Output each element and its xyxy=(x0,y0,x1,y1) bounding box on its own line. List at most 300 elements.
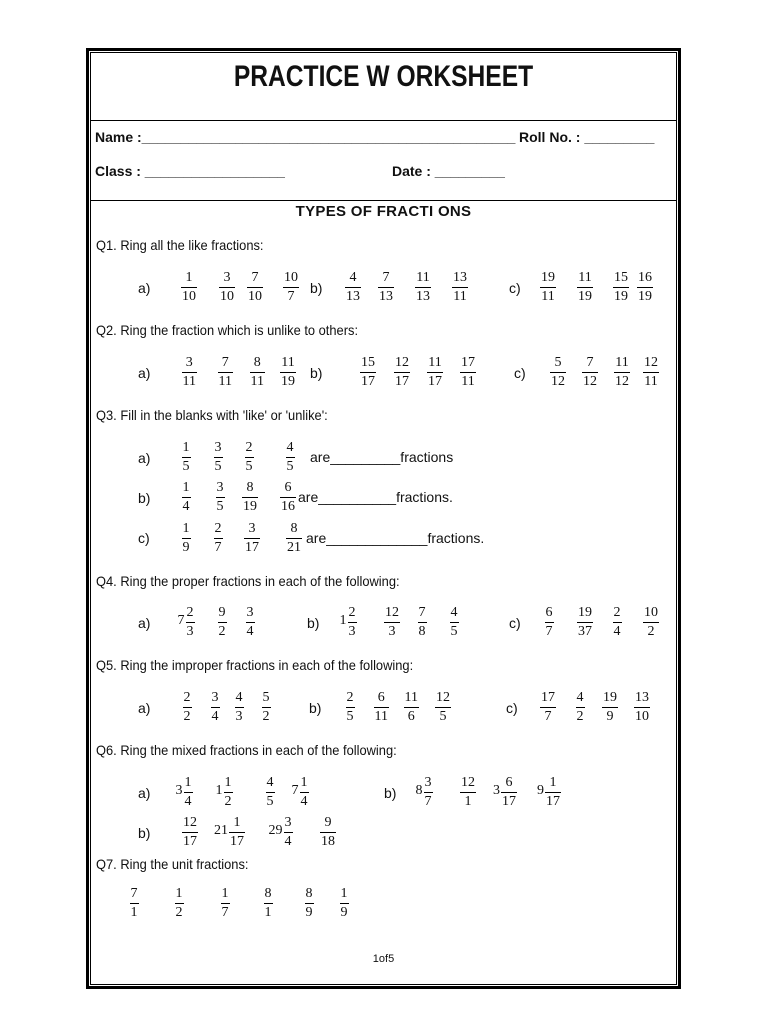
fraction[interactable] xyxy=(305,886,314,920)
fraction[interactable] xyxy=(286,440,295,474)
fraction-numerator: 3 xyxy=(216,480,224,495)
fraction-bar xyxy=(280,372,296,373)
fraction[interactable] xyxy=(214,521,223,555)
fraction-numerator: 4 xyxy=(266,775,274,790)
fraction-numerator: 2 xyxy=(214,521,222,536)
fraction-numerator: 11 xyxy=(404,690,418,705)
fraction-denominator: 17 xyxy=(183,834,197,849)
fraction-denominator: 11 xyxy=(182,374,196,389)
fraction[interactable] xyxy=(300,775,309,809)
fraction-bar xyxy=(211,707,220,708)
fraction-numerator: 7 xyxy=(382,270,390,285)
fraction-numerator: 2 xyxy=(346,690,354,705)
fraction[interactable] xyxy=(182,440,191,474)
question-2: Q2. Ring the fraction which is unlike to others: xyxy=(96,322,359,338)
fraction-bar xyxy=(450,622,459,623)
fraction[interactable] xyxy=(545,775,561,809)
fraction[interactable] xyxy=(211,690,220,724)
fraction-bar xyxy=(286,457,295,458)
fraction-bar xyxy=(577,622,593,623)
fraction-bar xyxy=(182,457,191,458)
mixed-whole-number: 21 xyxy=(214,823,228,838)
fraction[interactable] xyxy=(182,480,191,514)
fraction[interactable] xyxy=(284,815,293,849)
fraction-bar xyxy=(182,832,198,833)
fraction[interactable] xyxy=(175,886,184,920)
fraction[interactable] xyxy=(540,270,556,304)
fraction[interactable] xyxy=(244,521,260,555)
fraction-denominator: 17 xyxy=(230,834,244,849)
fraction-denominator: 7 xyxy=(287,289,295,304)
fraction-bar xyxy=(300,792,309,793)
fraction[interactable] xyxy=(345,270,361,304)
fraction-bar xyxy=(348,622,357,623)
fraction-denominator: 1 xyxy=(130,905,138,920)
fraction-numerator: 17 xyxy=(461,355,475,370)
fraction[interactable] xyxy=(404,690,419,724)
fraction-bar xyxy=(634,707,650,708)
fraction-numerator: 7 xyxy=(418,605,426,620)
fraction[interactable] xyxy=(245,440,254,474)
option-label: a) xyxy=(138,280,151,296)
fraction-denominator: 4 xyxy=(246,624,254,639)
fraction-denominator: 5 xyxy=(450,624,458,639)
fraction-bar xyxy=(235,707,244,708)
fraction-bar xyxy=(643,622,659,623)
fraction-numerator: 4 xyxy=(286,440,294,455)
fraction[interactable] xyxy=(264,886,273,920)
mixed-whole-number: 7 xyxy=(177,613,185,628)
fraction-bar xyxy=(221,903,230,904)
fraction-bar xyxy=(175,903,184,904)
fraction-numerator: 19 xyxy=(603,690,617,705)
fraction-numerator: 19 xyxy=(541,270,555,285)
fraction-denominator: 7 xyxy=(221,905,229,920)
fraction-denominator: 19 xyxy=(638,289,652,304)
fraction-numerator: 9 xyxy=(218,605,226,620)
fraction[interactable] xyxy=(280,355,296,389)
fraction[interactable] xyxy=(340,886,349,920)
fraction-bar xyxy=(305,903,314,904)
fraction[interactable] xyxy=(415,270,431,304)
question-6: Q6. Ring the mixed fractions in each of the following: xyxy=(96,742,397,758)
fraction[interactable] xyxy=(250,355,265,389)
fraction-bar xyxy=(245,457,254,458)
fraction[interactable] xyxy=(247,270,263,304)
fraction-denominator: 5 xyxy=(182,459,190,474)
fraction-denominator: 5 xyxy=(216,499,224,514)
fraction-bar xyxy=(374,707,389,708)
option-label: c) xyxy=(514,365,526,381)
fraction[interactable] xyxy=(577,270,593,304)
fraction-numerator: 16 xyxy=(638,270,652,285)
fraction-denominator: 7 xyxy=(545,624,553,639)
fraction-numerator: 3 xyxy=(284,815,292,830)
fraction-denominator: 2 xyxy=(175,905,183,920)
fraction-denominator: 37 xyxy=(578,624,592,639)
fraction-bar xyxy=(320,832,336,833)
fraction[interactable] xyxy=(577,605,593,639)
fraction-denominator: 17 xyxy=(502,794,516,809)
fraction[interactable] xyxy=(182,815,198,849)
fraction-denominator: 19 xyxy=(281,374,295,389)
question-1: Q1. Ring all the like fractions: xyxy=(96,237,264,253)
fraction-denominator: 17 xyxy=(245,540,259,555)
fraction-bar xyxy=(345,287,361,288)
fraction[interactable] xyxy=(235,690,244,724)
fraction-numerator: 6 xyxy=(284,480,292,495)
fraction[interactable] xyxy=(283,270,299,304)
fraction-denominator: 10 xyxy=(248,289,262,304)
fraction-denominator: 10 xyxy=(182,289,196,304)
fraction[interactable] xyxy=(582,355,598,389)
fraction-denominator: 4 xyxy=(184,794,192,809)
fraction-bar xyxy=(182,497,191,498)
fraction[interactable] xyxy=(360,355,376,389)
fraction-numerator: 1 xyxy=(175,886,183,901)
mixed-whole-number: 1 xyxy=(339,613,347,628)
fraction-bar xyxy=(550,372,566,373)
fraction-bar xyxy=(613,287,629,288)
fraction[interactable] xyxy=(501,775,517,809)
fraction-bar xyxy=(435,707,451,708)
fraction[interactable] xyxy=(348,605,357,639)
fraction[interactable] xyxy=(643,605,659,639)
fraction-numerator: 13 xyxy=(635,690,649,705)
fraction-numerator: 10 xyxy=(284,270,298,285)
fraction[interactable] xyxy=(229,815,245,849)
fraction-numerator: 2 xyxy=(183,690,191,705)
option-label: b) xyxy=(310,280,323,296)
question-4: Q4. Ring the proper fractions in each of the following: xyxy=(96,573,400,589)
fraction-denominator: 12 xyxy=(551,374,565,389)
fraction-bar xyxy=(360,372,376,373)
fraction-bar xyxy=(246,622,255,623)
fraction-numerator: 1 xyxy=(300,775,308,790)
fraction[interactable] xyxy=(460,775,476,809)
fraction-numerator: 2 xyxy=(186,605,194,620)
fraction-bar xyxy=(218,622,227,623)
fraction[interactable] xyxy=(280,480,296,514)
fraction[interactable] xyxy=(184,775,193,809)
fraction-denominator: 9 xyxy=(182,540,190,555)
fraction[interactable] xyxy=(374,690,389,724)
fraction-bar xyxy=(216,497,225,498)
fraction-numerator: 8 xyxy=(264,886,272,901)
fraction-denominator: 3 xyxy=(348,624,356,639)
name-field: Name :________________________________________________ xyxy=(95,129,516,145)
fraction-denominator: 6 xyxy=(407,709,415,724)
fraction-numerator: 1 xyxy=(233,815,241,830)
fraction-numerator: 1 xyxy=(549,775,557,790)
option-label: c) xyxy=(506,700,518,716)
fraction-bar xyxy=(540,287,556,288)
fraction-numerator: 4 xyxy=(576,690,584,705)
fraction-bar xyxy=(501,792,517,793)
fraction-numerator: 15 xyxy=(361,355,375,370)
fraction-numerator: 7 xyxy=(586,355,594,370)
fraction[interactable] xyxy=(450,605,459,639)
fraction-bar xyxy=(460,372,476,373)
fraction-numerator: 2 xyxy=(348,605,356,620)
fraction-bar xyxy=(244,538,260,539)
fraction-denominator: 9 xyxy=(340,905,348,920)
fraction[interactable] xyxy=(460,355,476,389)
fraction-numerator: 3 xyxy=(214,440,222,455)
fraction-numerator: 6 xyxy=(545,605,553,620)
fraction[interactable] xyxy=(634,690,650,724)
fraction[interactable] xyxy=(181,270,197,304)
fraction[interactable] xyxy=(218,355,233,389)
fraction-bar xyxy=(424,792,433,793)
fraction-denominator: 3 xyxy=(186,624,194,639)
fraction-numerator: 7 xyxy=(130,886,138,901)
fraction-bar xyxy=(182,372,197,373)
mixed-whole-number: 7 xyxy=(291,783,299,798)
fraction-denominator: 9 xyxy=(305,905,313,920)
section-title: TYPES OF FRACTI ONS xyxy=(295,203,472,220)
fraction[interactable] xyxy=(219,270,235,304)
fraction-numerator: 8 xyxy=(246,480,254,495)
fraction-denominator: 2 xyxy=(647,624,655,639)
fraction[interactable] xyxy=(262,690,271,724)
fraction-bar xyxy=(613,622,622,623)
fraction-bar xyxy=(186,622,195,623)
mixed-whole-number: 3 xyxy=(493,783,500,798)
fraction[interactable] xyxy=(218,605,227,639)
fraction[interactable] xyxy=(435,690,451,724)
fraction-bar xyxy=(643,372,659,373)
fraction[interactable] xyxy=(540,690,556,724)
fraction[interactable] xyxy=(576,690,585,724)
fraction-denominator: 21 xyxy=(287,540,301,555)
question-5: Q5. Ring the improper fractions in each of the following: xyxy=(96,657,414,673)
mixed-whole-number: 1 xyxy=(215,783,223,798)
mixed-whole-number: 8 xyxy=(415,783,423,798)
fraction-denominator: 19 xyxy=(578,289,592,304)
fraction-denominator: 7 xyxy=(424,794,432,809)
mixed-whole-number: 3 xyxy=(175,783,183,798)
fraction-denominator: 17 xyxy=(428,374,442,389)
fraction-numerator: 3 xyxy=(211,690,219,705)
fraction-numerator: 7 xyxy=(251,270,259,285)
page-number: 1of5 xyxy=(372,953,395,965)
fraction-denominator: 1 xyxy=(464,794,472,809)
fraction-denominator: 3 xyxy=(235,709,243,724)
fraction-numerator: 12 xyxy=(183,815,197,830)
fraction-numerator: 10 xyxy=(644,605,658,620)
fraction[interactable] xyxy=(221,886,230,920)
fraction-bar xyxy=(427,372,443,373)
fraction[interactable] xyxy=(242,480,258,514)
fraction-numerator: 6 xyxy=(505,775,513,790)
fraction-denominator: 11 xyxy=(374,709,388,724)
fraction-bar xyxy=(224,792,233,793)
fraction-numerator: 12 xyxy=(436,690,450,705)
fraction-bar xyxy=(452,287,468,288)
option-label: a) xyxy=(138,450,151,466)
fraction-bar xyxy=(214,538,223,539)
fraction-denominator: 11 xyxy=(644,374,658,389)
fraction-denominator: 8 xyxy=(418,624,426,639)
fraction-bar xyxy=(540,707,556,708)
fraction-bar xyxy=(460,792,476,793)
fraction[interactable] xyxy=(424,775,433,809)
fraction-numerator: 1 xyxy=(185,270,193,285)
fraction[interactable] xyxy=(182,355,197,389)
fraction-numerator: 6 xyxy=(377,690,385,705)
fraction-numerator: 12 xyxy=(461,775,475,790)
fraction[interactable] xyxy=(394,355,410,389)
fraction-bar xyxy=(415,287,431,288)
fraction-denominator: 17 xyxy=(361,374,375,389)
fraction-numerator: 3 xyxy=(248,521,256,536)
fraction-denominator: 2 xyxy=(224,794,232,809)
fraction-bar xyxy=(219,287,235,288)
fraction[interactable] xyxy=(614,355,630,389)
fraction-denominator: 13 xyxy=(379,289,393,304)
fraction-numerator: 4 xyxy=(349,270,357,285)
fraction-numerator: 7 xyxy=(221,355,229,370)
fraction[interactable] xyxy=(286,521,302,555)
divider xyxy=(90,200,677,201)
fraction-denominator: 18 xyxy=(321,834,335,849)
roll-number-field: Roll No. : _________ xyxy=(519,129,655,145)
fraction[interactable] xyxy=(427,355,443,389)
fraction[interactable] xyxy=(613,270,629,304)
fraction-denominator: 19 xyxy=(614,289,628,304)
option-label: b) xyxy=(384,785,397,801)
fraction-numerator: 4 xyxy=(235,690,243,705)
page-title: PRACTICE W ORKSHEET xyxy=(233,60,534,93)
fraction[interactable] xyxy=(550,355,566,389)
fraction[interactable] xyxy=(384,605,400,639)
fraction[interactable] xyxy=(602,690,618,724)
fraction-bar xyxy=(280,497,296,498)
fraction-denominator: 5 xyxy=(346,709,354,724)
fraction-numerator: 11 xyxy=(578,270,592,285)
fraction-denominator: 11 xyxy=(541,289,555,304)
fraction-denominator: 11 xyxy=(453,289,467,304)
fraction[interactable] xyxy=(452,270,468,304)
fraction-numerator: 1 xyxy=(221,886,229,901)
fraction-denominator: 19 xyxy=(243,499,257,514)
fraction-numerator: 3 xyxy=(223,270,231,285)
fraction-denominator: 11 xyxy=(250,374,264,389)
option-label: a) xyxy=(138,365,151,381)
fraction-bar xyxy=(394,372,410,373)
fraction[interactable] xyxy=(545,605,554,639)
option-label: b) xyxy=(138,490,151,506)
fraction[interactable] xyxy=(182,521,191,555)
fraction-numerator: 11 xyxy=(416,270,430,285)
fraction[interactable] xyxy=(183,690,192,724)
fraction-numerator: 8 xyxy=(305,886,313,901)
fraction-bar xyxy=(184,792,193,793)
fraction-bar xyxy=(340,903,349,904)
fraction-numerator: 12 xyxy=(395,355,409,370)
fraction[interactable] xyxy=(613,605,622,639)
fraction-numerator: 1 xyxy=(182,480,190,495)
fraction-denominator: 11 xyxy=(461,374,475,389)
fraction-denominator: 10 xyxy=(220,289,234,304)
fraction-numerator: 5 xyxy=(554,355,562,370)
fraction[interactable] xyxy=(643,355,659,389)
fraction-denominator: 2 xyxy=(576,709,584,724)
fraction[interactable] xyxy=(130,886,139,920)
fraction-numerator: 3 xyxy=(246,605,254,620)
fraction-bar xyxy=(545,622,554,623)
fraction-bar xyxy=(545,792,561,793)
fraction[interactable] xyxy=(214,440,223,474)
fraction[interactable] xyxy=(418,605,427,639)
option-label: c) xyxy=(138,530,150,546)
fraction-bar xyxy=(582,372,598,373)
fraction[interactable] xyxy=(266,775,275,809)
fraction-numerator: 3 xyxy=(424,775,432,790)
date-field: Date : _________ xyxy=(392,163,505,179)
mixed-whole-number: 29 xyxy=(268,823,283,838)
fraction-numerator: 8 xyxy=(253,355,261,370)
fraction-denominator: 4 xyxy=(182,499,190,514)
option-label: b) xyxy=(309,700,322,716)
fraction[interactable] xyxy=(216,480,225,514)
fraction-bar xyxy=(576,707,585,708)
mixed-whole-number: 9 xyxy=(537,783,544,798)
fraction-denominator: 5 xyxy=(439,709,447,724)
fraction-numerator: 4 xyxy=(450,605,458,620)
fraction-denominator: 2 xyxy=(218,624,226,639)
fraction-bar xyxy=(229,832,245,833)
fraction[interactable] xyxy=(224,775,233,809)
fraction-numerator: 3 xyxy=(185,355,193,370)
fraction-bar xyxy=(384,622,400,623)
option-label: b) xyxy=(138,825,151,841)
fraction-denominator: 17 xyxy=(395,374,409,389)
fraction-bar xyxy=(247,287,263,288)
fraction[interactable] xyxy=(637,270,653,304)
blank-sentence: are_____________fractions. xyxy=(306,530,485,546)
fraction-bar xyxy=(602,707,618,708)
fraction-bar xyxy=(286,538,302,539)
fraction-denominator: 2 xyxy=(183,709,191,724)
fraction-numerator: 2 xyxy=(245,440,253,455)
fraction-bar xyxy=(250,372,265,373)
fraction-numerator: 11 xyxy=(428,355,442,370)
fraction[interactable] xyxy=(320,815,336,849)
fraction-bar xyxy=(637,287,653,288)
option-label: a) xyxy=(138,785,151,801)
fraction-denominator: 13 xyxy=(346,289,360,304)
option-label: b) xyxy=(307,615,320,631)
fraction-numerator: 9 xyxy=(324,815,332,830)
fraction-denominator: 4 xyxy=(300,794,308,809)
fraction-denominator: 5 xyxy=(214,459,222,474)
fraction-numerator: 8 xyxy=(290,521,298,536)
fraction-denominator: 9 xyxy=(606,709,614,724)
fraction-numerator: 5 xyxy=(262,690,270,705)
fraction[interactable] xyxy=(186,605,195,639)
fraction[interactable] xyxy=(246,605,255,639)
fraction-denominator: 5 xyxy=(286,459,294,474)
question-3: Q3. Fill in the blanks with 'like' or 'unlike': xyxy=(96,407,328,423)
fraction[interactable] xyxy=(346,690,355,724)
option-label: c) xyxy=(509,280,521,296)
fraction-denominator: 17 xyxy=(546,794,560,809)
fraction-bar xyxy=(264,903,273,904)
fraction-denominator: 16 xyxy=(281,499,295,514)
fraction[interactable] xyxy=(378,270,394,304)
